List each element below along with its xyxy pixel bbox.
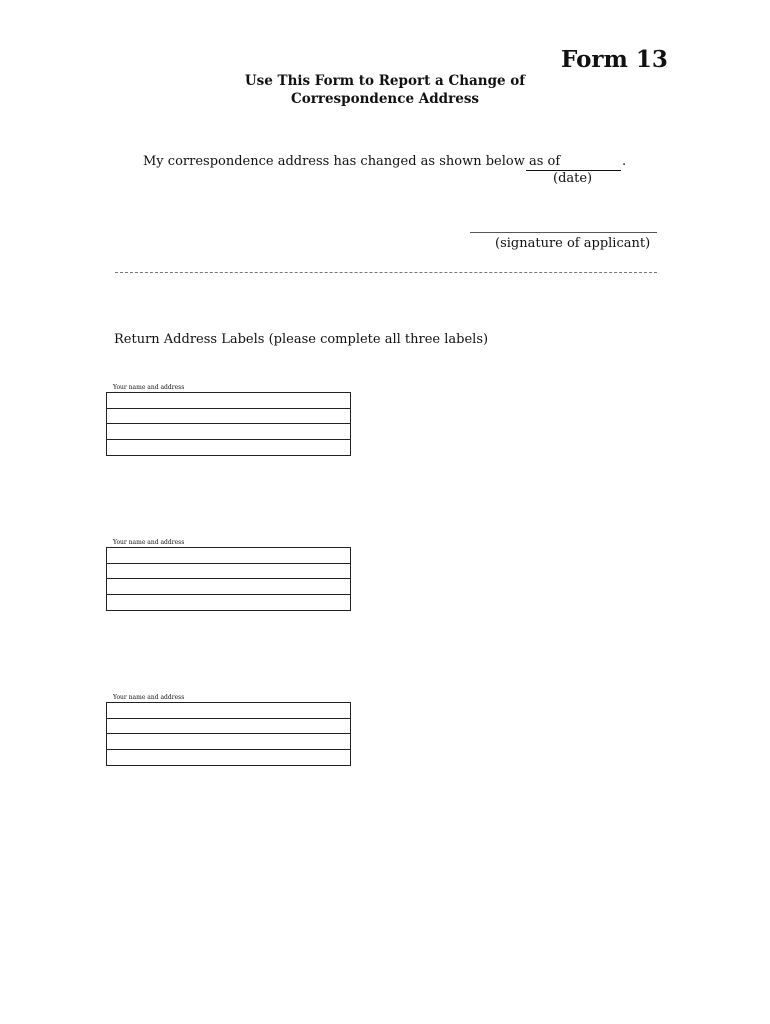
address-line-input[interactable]	[107, 564, 350, 580]
address-line-input[interactable]	[107, 440, 350, 456]
form-title-line2: Correspondence Address	[290, 91, 480, 107]
signature-field[interactable]	[470, 232, 657, 233]
label-caption: Your name and address	[113, 694, 185, 701]
form-title-line1: Use This Form to Report a Change of	[244, 73, 526, 89]
cut-line-divider	[115, 272, 657, 273]
address-line-input[interactable]	[107, 595, 350, 611]
address-line-input[interactable]	[107, 719, 350, 735]
address-label-box-2	[106, 547, 351, 611]
address-label-box-3	[106, 702, 351, 766]
address-line-input[interactable]	[107, 548, 350, 564]
address-line-input[interactable]	[107, 409, 350, 425]
change-statement: My correspondence address has changed as shown below as of	[143, 154, 561, 169]
address-label-box-1	[106, 392, 351, 456]
statement-period: .	[622, 154, 627, 169]
address-line-input[interactable]	[107, 734, 350, 750]
date-caption: (date)	[553, 171, 593, 186]
return-labels-heading: Return Address Labels (please complete all three labels)	[114, 332, 489, 347]
address-line-input[interactable]	[107, 424, 350, 440]
address-line-input[interactable]	[107, 393, 350, 409]
label-caption: Your name and address	[113, 384, 185, 391]
form-number: Form 13	[561, 46, 668, 73]
address-line-input[interactable]	[107, 579, 350, 595]
label-caption: Your name and address	[113, 539, 185, 546]
signature-caption: (signature of applicant)	[495, 236, 651, 251]
address-line-input[interactable]	[107, 750, 350, 766]
address-line-input[interactable]	[107, 703, 350, 719]
